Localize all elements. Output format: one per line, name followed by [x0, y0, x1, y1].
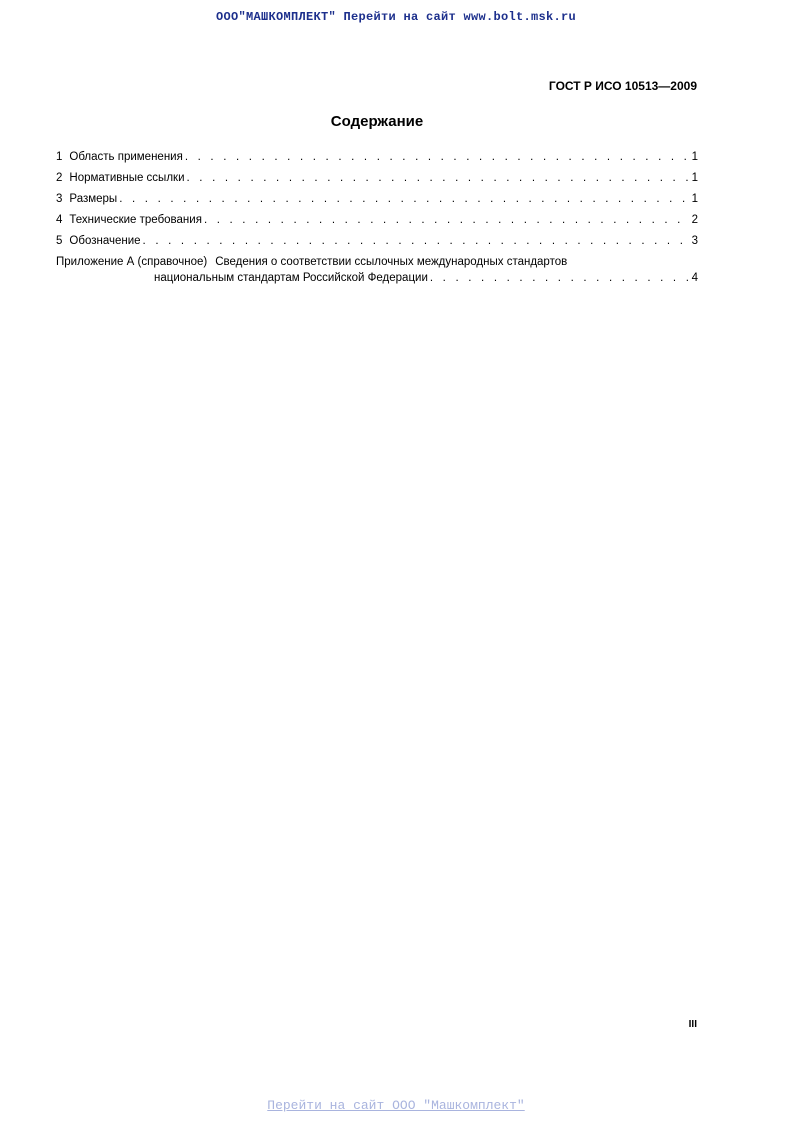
toc-entry-annex-a[interactable] — [56, 256, 698, 293]
top-banner-link[interactable]: ООО"МАШКОМПЛЕКТ" Перейти на сайт www.bolt.msk.ru — [215, 10, 577, 24]
annex-title-line1: Сведения о соответствии ссылочных международных стандартов — [215, 256, 568, 268]
toc-entry-4[interactable] — [56, 214, 698, 235]
toc-title: Содержание — [330, 113, 424, 130]
dot-leader — [185, 151, 690, 163]
toc-entry-label: Размеры — [69, 193, 118, 205]
page-number: III — [688, 1019, 697, 1030]
toc-entry-page: 4 — [691, 272, 698, 284]
toc-entry-label: Область применения — [69, 151, 183, 163]
toc-entry-3[interactable] — [56, 193, 698, 214]
toc-entry-label: Нормативные ссылки — [69, 172, 185, 184]
dot-leader — [143, 235, 690, 247]
toc-entry-page: 1 — [691, 151, 698, 163]
toc-entry-number: 1 — [56, 151, 63, 163]
annex-first-line — [56, 256, 698, 272]
toc-entry-page: 3 — [691, 235, 698, 247]
toc-entry-page: 1 — [691, 193, 698, 205]
toc-entry-2[interactable] — [56, 172, 698, 193]
annex-prefix: Приложение А (справочное) — [56, 256, 208, 268]
document-code: ГОСТ Р ИСО 10513—2009 — [548, 79, 697, 93]
annex-second-line — [56, 272, 698, 293]
toc-entry-5[interactable] — [56, 235, 698, 256]
toc-entry-number: 5 — [56, 235, 63, 247]
toc-entry-label: Технические требования — [69, 214, 202, 226]
annex-title-line2: национальным стандартам Российской Федерации — [154, 272, 428, 284]
dot-leader — [187, 172, 690, 184]
toc-entry-page: 1 — [691, 172, 698, 184]
dot-leader — [430, 272, 690, 284]
toc-entry-number: 2 — [56, 172, 63, 184]
toc-entry-number: 4 — [56, 214, 63, 226]
table-of-contents — [56, 151, 698, 293]
dot-leader — [204, 214, 690, 226]
toc-entry-label: Обозначение — [69, 235, 141, 247]
toc-entry-number: 3 — [56, 193, 63, 205]
toc-entry-page: 2 — [691, 214, 698, 226]
bottom-site-link[interactable]: Перейти на сайт ООО "Машкомплект" — [267, 1098, 525, 1113]
dot-leader — [119, 193, 689, 205]
toc-entry-1[interactable] — [56, 151, 698, 172]
